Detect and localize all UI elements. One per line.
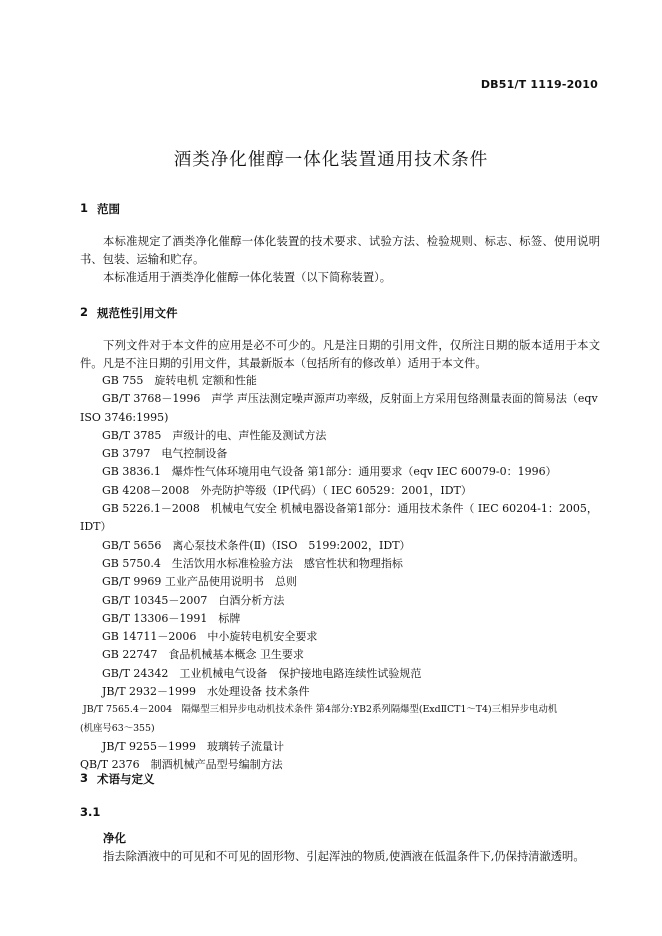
reference-item: GB/T 3785 声级计的电、声性能及测试方法 <box>102 428 327 442</box>
section-1-paragraph-applicability: 本标准适用于酒类净化催醇一体化装置（以下简称装置）。 <box>103 271 392 284</box>
section-1-heading: 范围 <box>97 202 120 216</box>
document-number: DB51/T 1119-2010 <box>480 78 598 91</box>
reference-item: GB 14711－2006 中小旋转电机安全要求 <box>102 630 318 644</box>
reference-item-continuation: ISO 3746:1995) <box>80 410 169 424</box>
reference-item: GB 755 旋转电机 定额和性能 <box>102 374 257 387</box>
reference-item: GB/T 3768－1996 声学 声压法测定噪声源声功率级，反射面上方采用包络测量表面的简易法（eqv <box>102 392 598 406</box>
reference-item: JB/T 7565.4－2004 隔爆型三相异步电动机技术条件 第4部分:YB2系列隔爆型(ExdⅡCT1～T4)三相异步电动机 <box>83 704 558 716</box>
reference-item: GB/T 5656 离心泵技术条件(Ⅱ)（ISO 5199:2002，IDT） <box>102 538 411 552</box>
section-1-number: 1 <box>80 201 89 215</box>
reference-item: GB 3836.1 爆炸性气体环境用电气设备 第1部分：通用要求（eqv IEC 60079-0：1996） <box>102 465 557 479</box>
reference-item: QB/T 2376 制酒机械产品型号编制方法 <box>80 758 283 772</box>
reference-item: GB/T 24342 工业机械电气设备 保护接地电路连续性试验规范 <box>102 666 422 680</box>
reference-item-continuation: IDT） <box>80 520 112 534</box>
reference-item: JB/T 2932－1999 水处理设备 技术条件 <box>102 685 310 699</box>
section-2-heading: 规范性引用文件 <box>97 306 178 320</box>
term-definition: 指去除酒液中的可见和不可见的固形物、引起浑浊的物质,使酒液在低温条件下,仍保持清澈透明。 <box>103 850 585 863</box>
reference-item: JB/T 9255－1999 玻璃转子流量计 <box>102 739 285 753</box>
term-name: 净化 <box>103 831 126 845</box>
reference-item: GB 5750.4 生活饮用水标准检验方法 感官性状和物理指标 <box>102 556 403 570</box>
reference-item-continuation: (机座号63～355) <box>80 722 155 734</box>
section-3-number: 3 <box>80 771 89 785</box>
reference-item: GB/T 9969 工业产品使用说明书 总则 <box>102 575 297 589</box>
reference-item: GB/T 10345－2007 白酒分析方法 <box>102 593 285 607</box>
reference-item: GB 5226.1－2008 机械电气安全 机械电器设备第1部分：通用技术条件（ IEC 60204-1：2005， <box>102 502 598 516</box>
reference-item: GB 3797 电气控制设备 <box>102 447 228 461</box>
section-2-number: 2 <box>80 305 89 319</box>
document-title: 酒类净化催醇一体化装置通用技术条件 <box>173 150 489 170</box>
section-1-paragraph-scope: 本标准规定了酒类净化催醇一体化装置的技术要求、试验方法、检验规则、标志、标签、使用说明书、包装、运输和贮存。 <box>80 235 600 266</box>
subsection-3-1-number: 3.1 <box>80 805 101 819</box>
normative-references-list <box>80 372 605 775</box>
reference-item: GB 4208－2008 外壳防护等级（IP代码）（ IEC 60529：2001，IDT） <box>102 483 472 497</box>
section-2-intro-paragraph: 下列文件对于本文件的应用是必不可少的。凡是注日期的引用文件，仅所注日期的版本适用于本文件。凡是不注日期的引用文件，其最新版本（包括所有的修改单）适用于本文件。 <box>80 339 600 370</box>
section-3-heading: 术语与定义 <box>97 772 155 786</box>
reference-item: GB 22747 食品机械基本概念 卫生要求 <box>102 648 304 662</box>
reference-item: GB/T 13306－1991 标牌 <box>102 611 241 625</box>
